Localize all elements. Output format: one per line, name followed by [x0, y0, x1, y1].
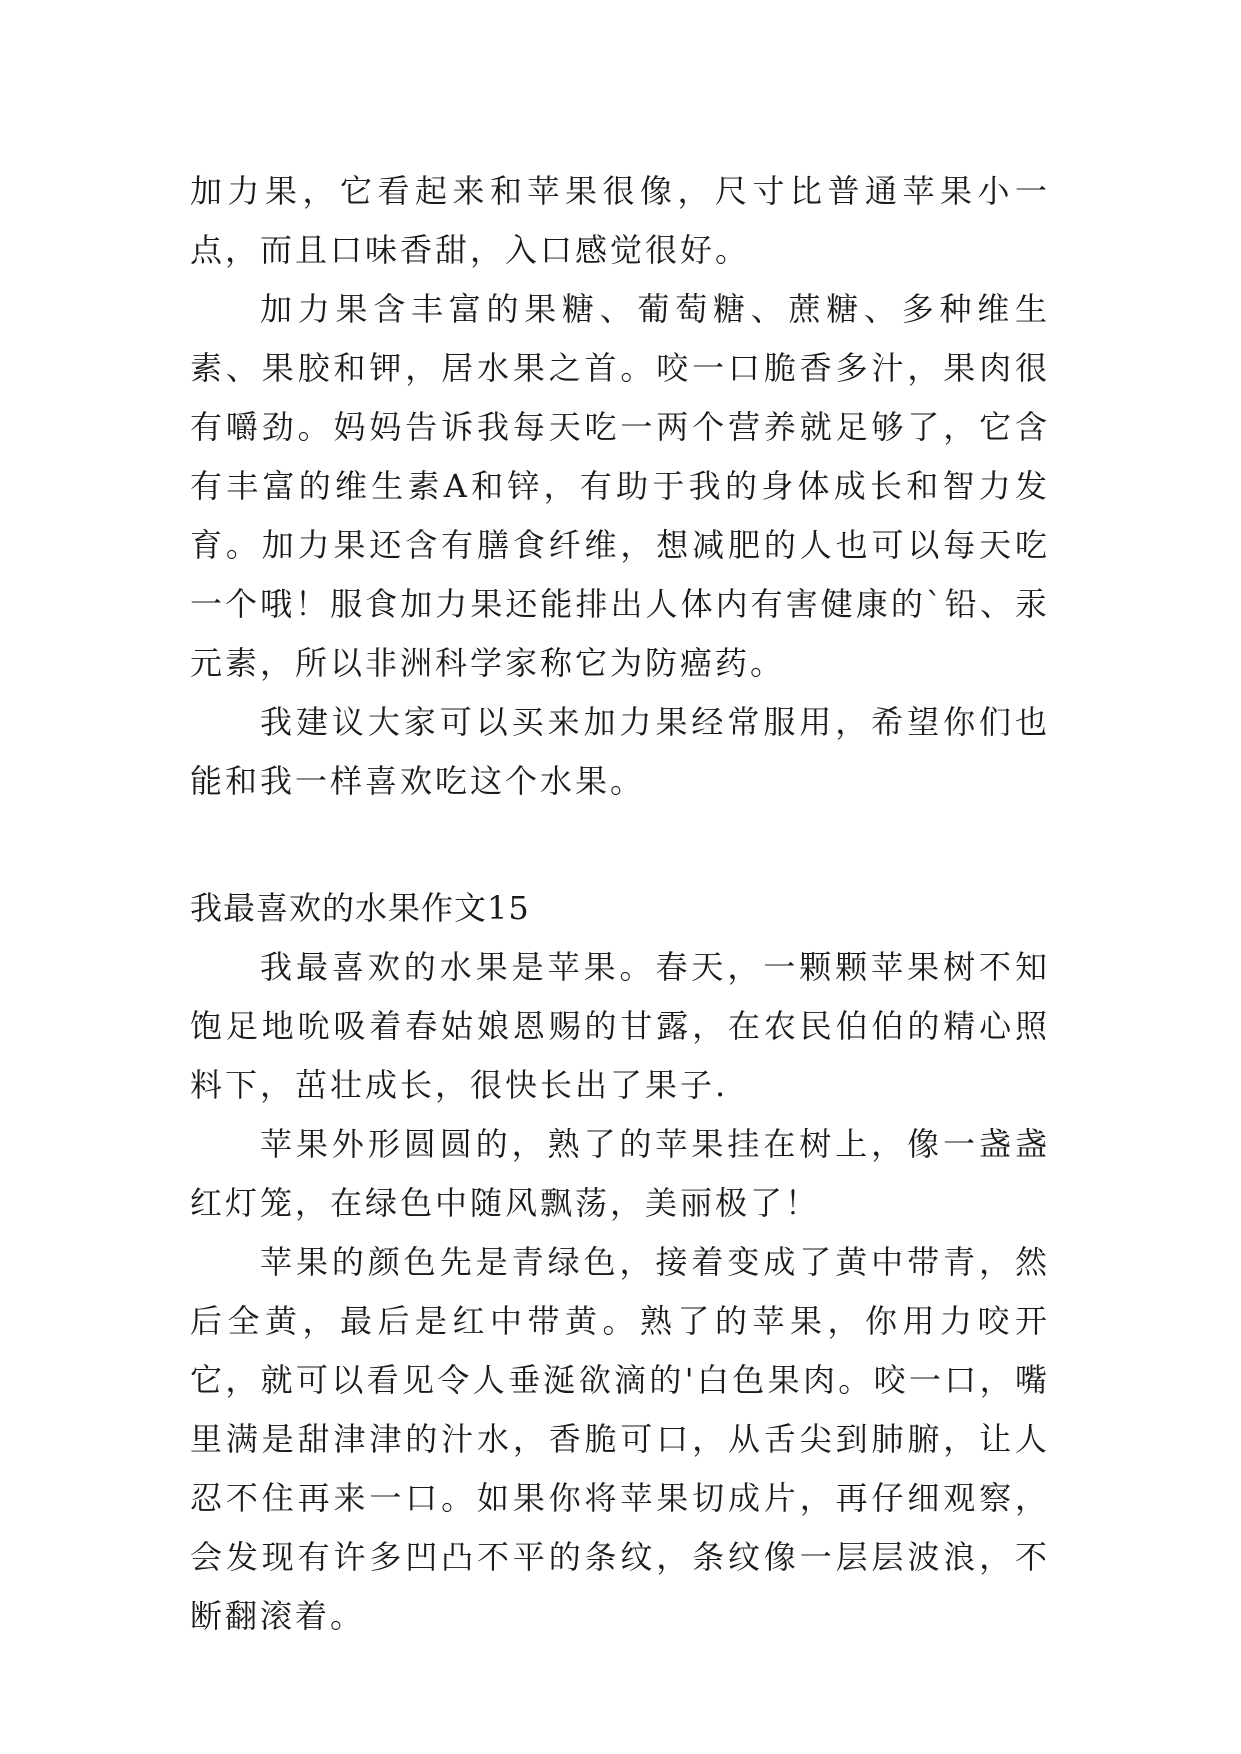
paragraph: 苹果的颜色先是青绿色，接着变成了黄中带青，然后全黄，最后是红中带黄。熟了的苹果，你用力咬开它，就可以看见令人垂涎欲滴的'白色果肉。咬一口，嘴里满是甜津津的汁水，香脆可口，从舌尖到肺腑，让人忍不住再来一口。如果你将苹果切成片，再仔细观察，会发现有许多凹凸不平的条纹，条纹像一层层波浪，不断翻滚着。 [190, 1243, 1050, 1635]
paragraph: 苹果外形圆圆的，熟了的苹果挂在树上，像一盏盏红灯笼，在绿色中随风飘荡，美丽极了！ [190, 1125, 1050, 1222]
paragraph: 加力果，它看起来和苹果很像，尺寸比普通苹果小一点，而且口味香甜，入口感觉很好。 [190, 172, 1050, 269]
paragraph: 加力果含丰富的果糖、葡萄糖、蔗糖、多种维生素、果胶和钾，居水果之首。咬一口脆香多汁，果肉很有嚼劲。妈妈告诉我每天吃一两个营养就足够了，它含有丰富的维生素A和锌，有助于我的身体成长和智力发育。加力果还含有膳食纤维，想减肥的人也可以每天吃一个哦！服食加力果还能排出人体内有害健康的`铅、汞元素，所以非洲科学家称它为防癌药。 [190, 290, 1050, 682]
section-heading: 我最喜欢的水果作文15 [190, 889, 530, 927]
paragraph: 我最喜欢的水果是苹果。春天，一颗颗苹果树不知饱足地吮吸着春姑娘恩赐的甘露，在农民伯伯的精心照料下，茁壮成长，很快长出了果子. [190, 948, 1050, 1104]
paragraph: 我建议大家可以买来加力果经常服用，希望你们也能和我一样喜欢吃这个水果。 [190, 703, 1050, 800]
document-body [190, 162, 1050, 1646]
